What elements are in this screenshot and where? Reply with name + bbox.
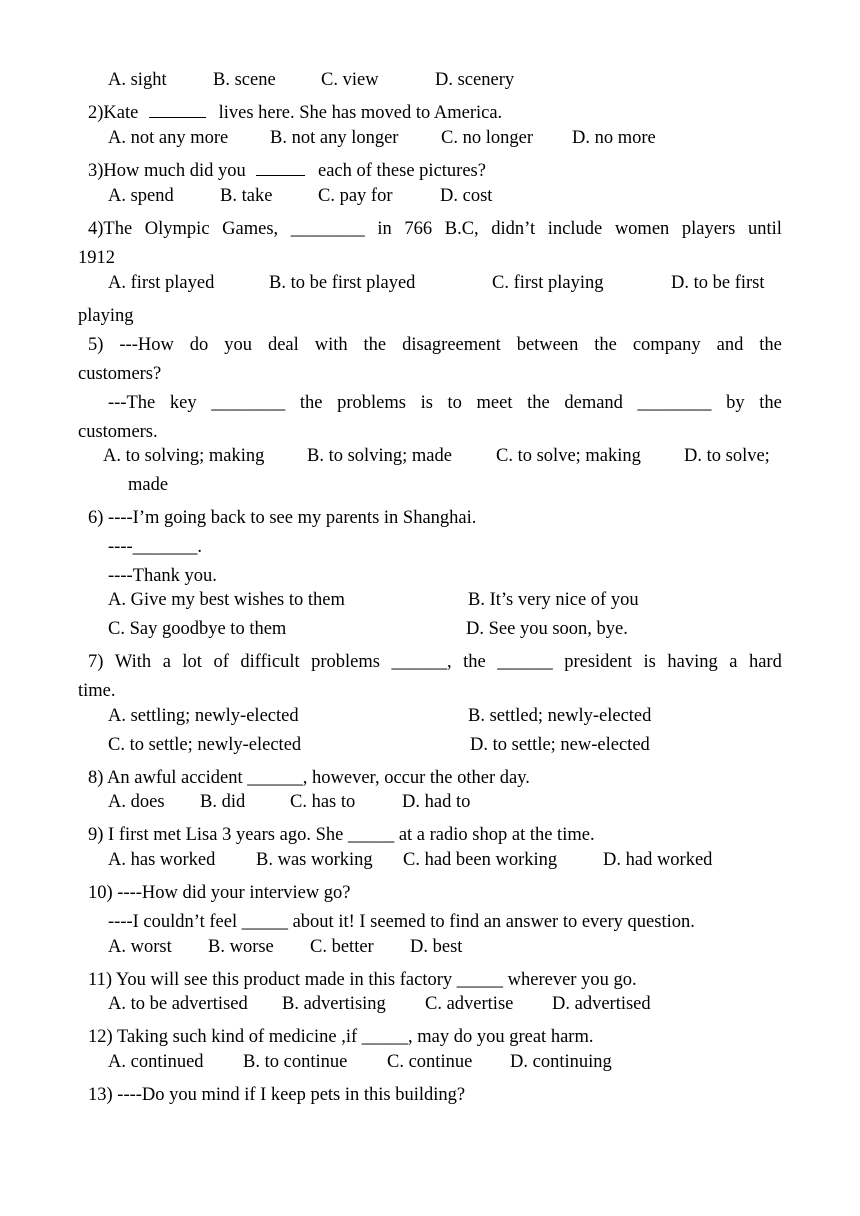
q5-option-c: C. to solve; making [496,446,641,466]
q5-option-d: D. to solve; [684,446,770,466]
question-8-stem: 8) An awful accident ______, however, occur the other day. [88,768,530,788]
q11-option-a: A. to be advertised [108,994,248,1014]
q7-option-c: C. to settle; newly-elected [108,735,302,755]
q8-option-c: C. has to [290,792,356,812]
q6-option-a: A. Give my best wishes to them [108,590,345,610]
q3-option-b: B. take [220,186,273,206]
q11-option-d: D. advertised [552,994,651,1014]
q2-option-d: D. no more [572,128,656,148]
q8-option-b: B. did [200,792,246,812]
q4-option-b: B. to be first played [269,273,416,293]
q10-option-b: B. worse [208,937,274,957]
q4-option-a: A. first played [108,273,215,293]
q6-option-b: B. It’s very nice of you [468,590,639,610]
q1-option-c: C. view [321,70,379,90]
q3-option-d: D. cost [440,186,493,206]
q5-option-d-cont: made [128,475,169,495]
q8-option-d: D. had to [402,792,471,812]
q12-option-a: A. continued [108,1052,204,1072]
q9-option-a: A. has worked [108,850,216,870]
q2-option-a: A. not any more [108,128,229,148]
q7-option-d: D. to settle; new-elected [470,735,650,755]
question-9-stem: 9) I first met Lisa 3 years ago. She _____ at a radio shop at the time. [88,825,595,845]
question-4-stem-cont: 1912 [78,248,115,268]
q8-option-a: A. does [108,792,165,812]
question-5-dialogue: ---The key ________ the problems is to meet the demand ________ by the [108,393,782,413]
q1-option-d: D. scenery [435,70,515,90]
q1-option-a: A. sight [108,70,167,90]
answer-blank [256,159,305,176]
q7-option-a: A. settling; newly-elected [108,706,299,726]
question-6-reply: ----_______. [108,537,203,557]
answer-blank [149,101,206,118]
q2-option-c: C. no longer [441,128,533,148]
q11-option-b: B. advertising [282,994,386,1014]
question-13-stem: 13) ----Do you mind if I keep pets in this building? [88,1085,466,1105]
question-2-stem: 2)Kate lives here. She has moved to America. [88,103,503,123]
q3-option-c: C. pay for [318,186,393,206]
question-12-stem: 12) Taking such kind of medicine ,if _____, may do you great harm. [88,1027,594,1047]
q11-option-c: C. advertise [425,994,514,1014]
q12-option-d: D. continuing [510,1052,612,1072]
q10-option-c: C. better [310,937,374,957]
q9-option-c: C. had been working [403,850,558,870]
q6-option-d: D. See you soon, bye. [466,619,628,639]
q4-option-d: D. to be first [671,273,765,293]
question-5-stem-cont: customers? [78,364,162,384]
q12-option-b: B. to continue [243,1052,348,1072]
q5-option-b: B. to solving; made [307,446,452,466]
q10-option-a: A. worst [108,937,172,957]
q3-option-a: A. spend [108,186,174,206]
question-10-reply: ----I couldn’t feel _____ about it! I seemed to find an answer to every question. [108,912,695,932]
question-11-stem: 11) You will see this product made in this factory _____ wherever you go. [88,970,637,990]
q7-option-b: B. settled; newly-elected [468,706,652,726]
question-6-thanks: ----Thank you. [108,566,217,586]
q12-option-c: C. continue [387,1052,473,1072]
question-7-stem-cont: time. [78,681,116,701]
question-3-stem: 3)How much did you each of these pictures? [88,161,486,181]
question-10-stem: 10) ----How did your interview go? [88,883,351,903]
q9-option-d: D. had worked [603,850,713,870]
question-6-stem: 6) ----I’m going back to see my parents in Shanghai. [88,508,477,528]
q5-option-a: A. to solving; making [103,446,265,466]
q9-option-b: B. was working [256,850,373,870]
q4-option-d-cont: playing [78,306,134,326]
question-5-stem: 5) ---How do you deal with the disagreement between the company and the [88,335,782,355]
question-7-stem: 7) With a lot of difficult problems ______, the ______ president is having a hard [88,652,782,672]
q10-option-d: D. best [410,937,463,957]
q6-option-c: C. Say goodbye to them [108,619,287,639]
q1-option-b: B. scene [213,70,276,90]
q2-option-b: B. not any longer [270,128,399,148]
q4-option-c: C. first playing [492,273,604,293]
question-4-stem: 4)The Olympic Games, ________ in 766 B.C, didn’t include women players until [88,219,782,239]
question-5-dialogue-cont: customers. [78,422,158,442]
